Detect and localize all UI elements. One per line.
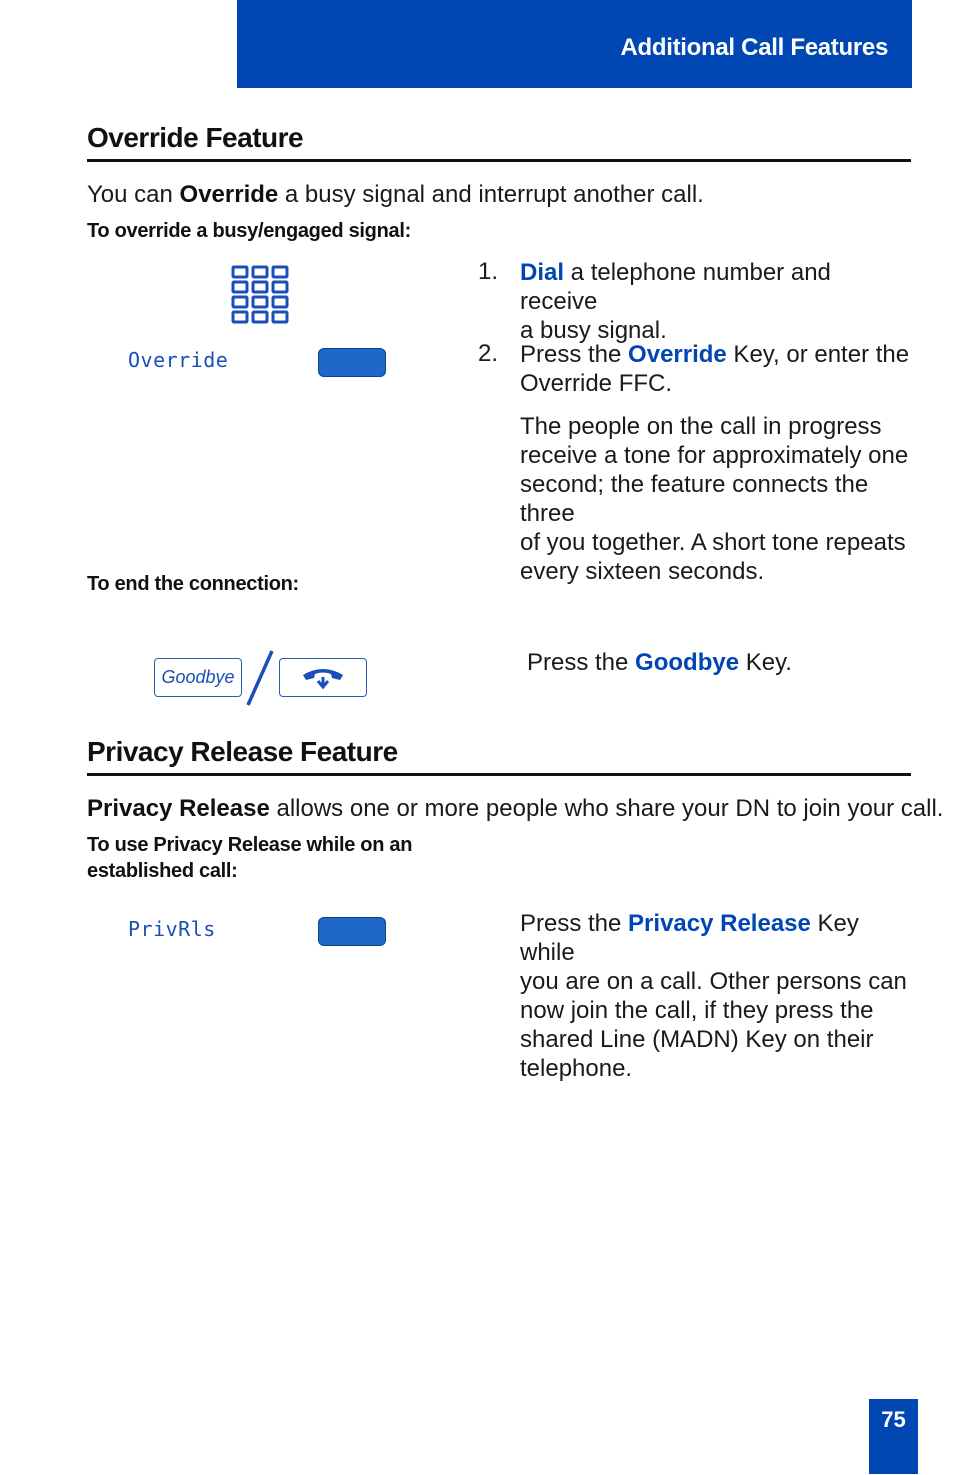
privacy-text: Press the Privacy Release Key while you are on a call. Other persons can now join the call, if they press the shared Line (MADN) Key on their telephone. [520, 910, 907, 1082]
goodbye-key[interactable] [154, 658, 242, 697]
step-1-number: 1. [478, 258, 499, 285]
header-title: Additional Call Features [620, 34, 888, 61]
override-section-title: Override Feature [87, 122, 304, 153]
step-1-text: Dial a telephone number and receive a busy signal. [520, 259, 831, 344]
dialpad-icon [230, 264, 290, 326]
privacy-subheading: To use Privacy Release while on an established call: [87, 834, 413, 882]
or-slash-icon [244, 648, 276, 708]
step-2-text: Press the Override Key, or enter the Override FFC. [520, 341, 910, 397]
goodbye-key-label: Goodbye [161, 667, 235, 687]
override-softkey[interactable] [318, 348, 386, 377]
step-2-number: 2. [478, 340, 499, 367]
page-number: 75 [881, 1407, 906, 1432]
privacy-section-title: Privacy Release Feature [87, 736, 398, 767]
end-connection-subheading: To end the connection: [87, 573, 299, 595]
override-intro: You can Override a busy signal and interrupt another call. [87, 181, 704, 208]
page-number-tab [869, 1399, 918, 1474]
override-lcd-label: Override [128, 348, 229, 372]
privacy-release-softkey[interactable] [318, 917, 386, 946]
privacy-intro: Privacy Release allows one or more people who share your DN to join your call. [87, 795, 944, 822]
goodbye-handset-icon [300, 665, 346, 691]
privrls-lcd-label: PrivRls [128, 917, 216, 941]
header-bar [237, 0, 912, 88]
override-note: The people on the call in progress receive a tone for approximately one second; the feature connects the three of you together. A short tone repeats every sixteen seconds. [520, 413, 909, 585]
goodbye-text: Press the Goodbye Key. [527, 649, 792, 676]
privacy-divider [87, 773, 911, 776]
goodbye-handset-key[interactable] [279, 658, 367, 697]
override-divider [87, 159, 911, 162]
override-subheading: To override a busy/engaged signal: [87, 220, 411, 242]
